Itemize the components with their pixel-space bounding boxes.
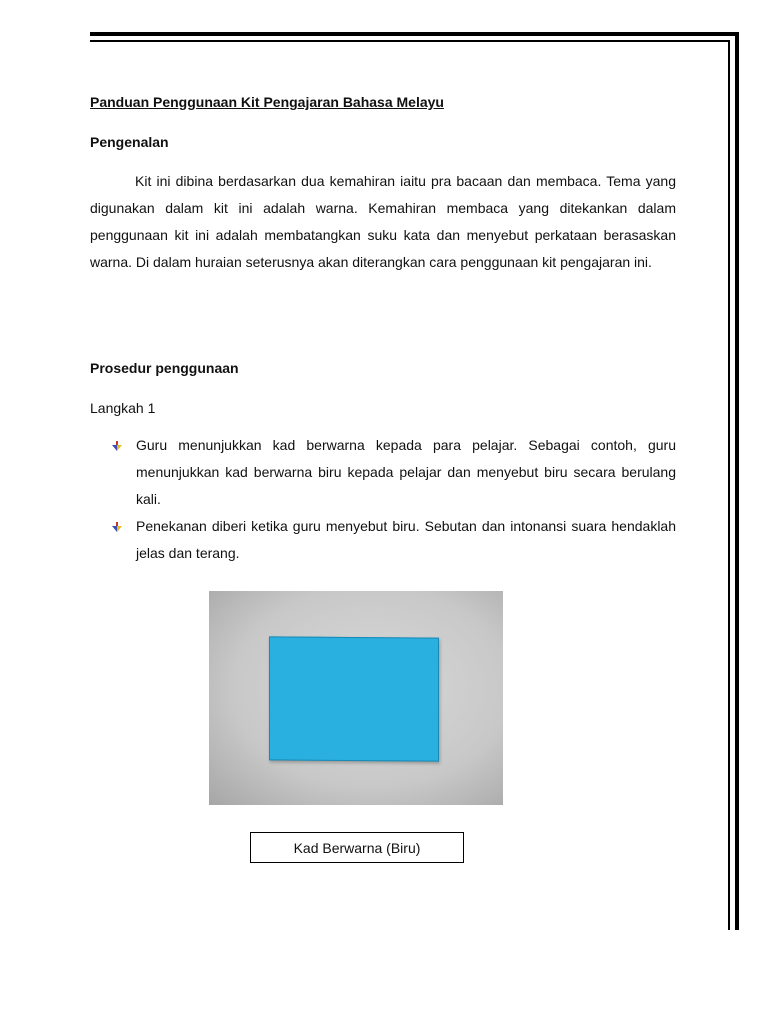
bullet-list	[112, 432, 676, 567]
blue-card	[269, 636, 439, 761]
list-item	[112, 432, 676, 513]
step-label: Langkah 1	[90, 400, 156, 416]
arrow-down-bullet-icon	[112, 441, 122, 451]
bullet-text: Guru menunjukkan kad berwarna kepada para pelajar. Sebagai contoh, guru menunjukkan kad berwarna biru kepada pelajar dan menyebut biru secara berulang kali.	[136, 437, 676, 507]
page-border-top-thick	[90, 32, 739, 36]
intro-heading: Pengenalan	[90, 134, 169, 150]
procedure-heading: Prosedur penggunaan	[90, 360, 239, 376]
intro-paragraph: Kit ini dibina berdasarkan dua kemahiran iaitu pra bacaan dan membaca. Tema yang digunakan dalam kit ini adalah warna. Kemahiran membaca yang ditekankan dalam penggunaan kit ini adalah membatangkan suku kata dan menyebut perkataan berasaskan warna. Di dalam huraian seterusnya akan diterangkan cara penggunaan kit pengajaran ini.	[90, 173, 676, 270]
page-border-right-thick	[735, 32, 739, 930]
page-border-right-thin	[728, 40, 730, 930]
blue-card-photo	[209, 591, 503, 805]
document-title: Panduan Penggunaan Kit Pengajaran Bahasa Melayu	[90, 94, 444, 110]
page-border-top-thin	[90, 40, 730, 42]
list-item	[112, 513, 676, 567]
bullet-text: Penekanan diberi ketika guru menyebut biru. Sebutan dan intonansi suara hendaklah jelas dan terang.	[136, 518, 676, 561]
figure-caption-text: Kad Berwarna (Biru)	[293, 839, 421, 856]
figure-caption	[250, 832, 464, 863]
arrow-down-bullet-icon	[112, 522, 122, 532]
